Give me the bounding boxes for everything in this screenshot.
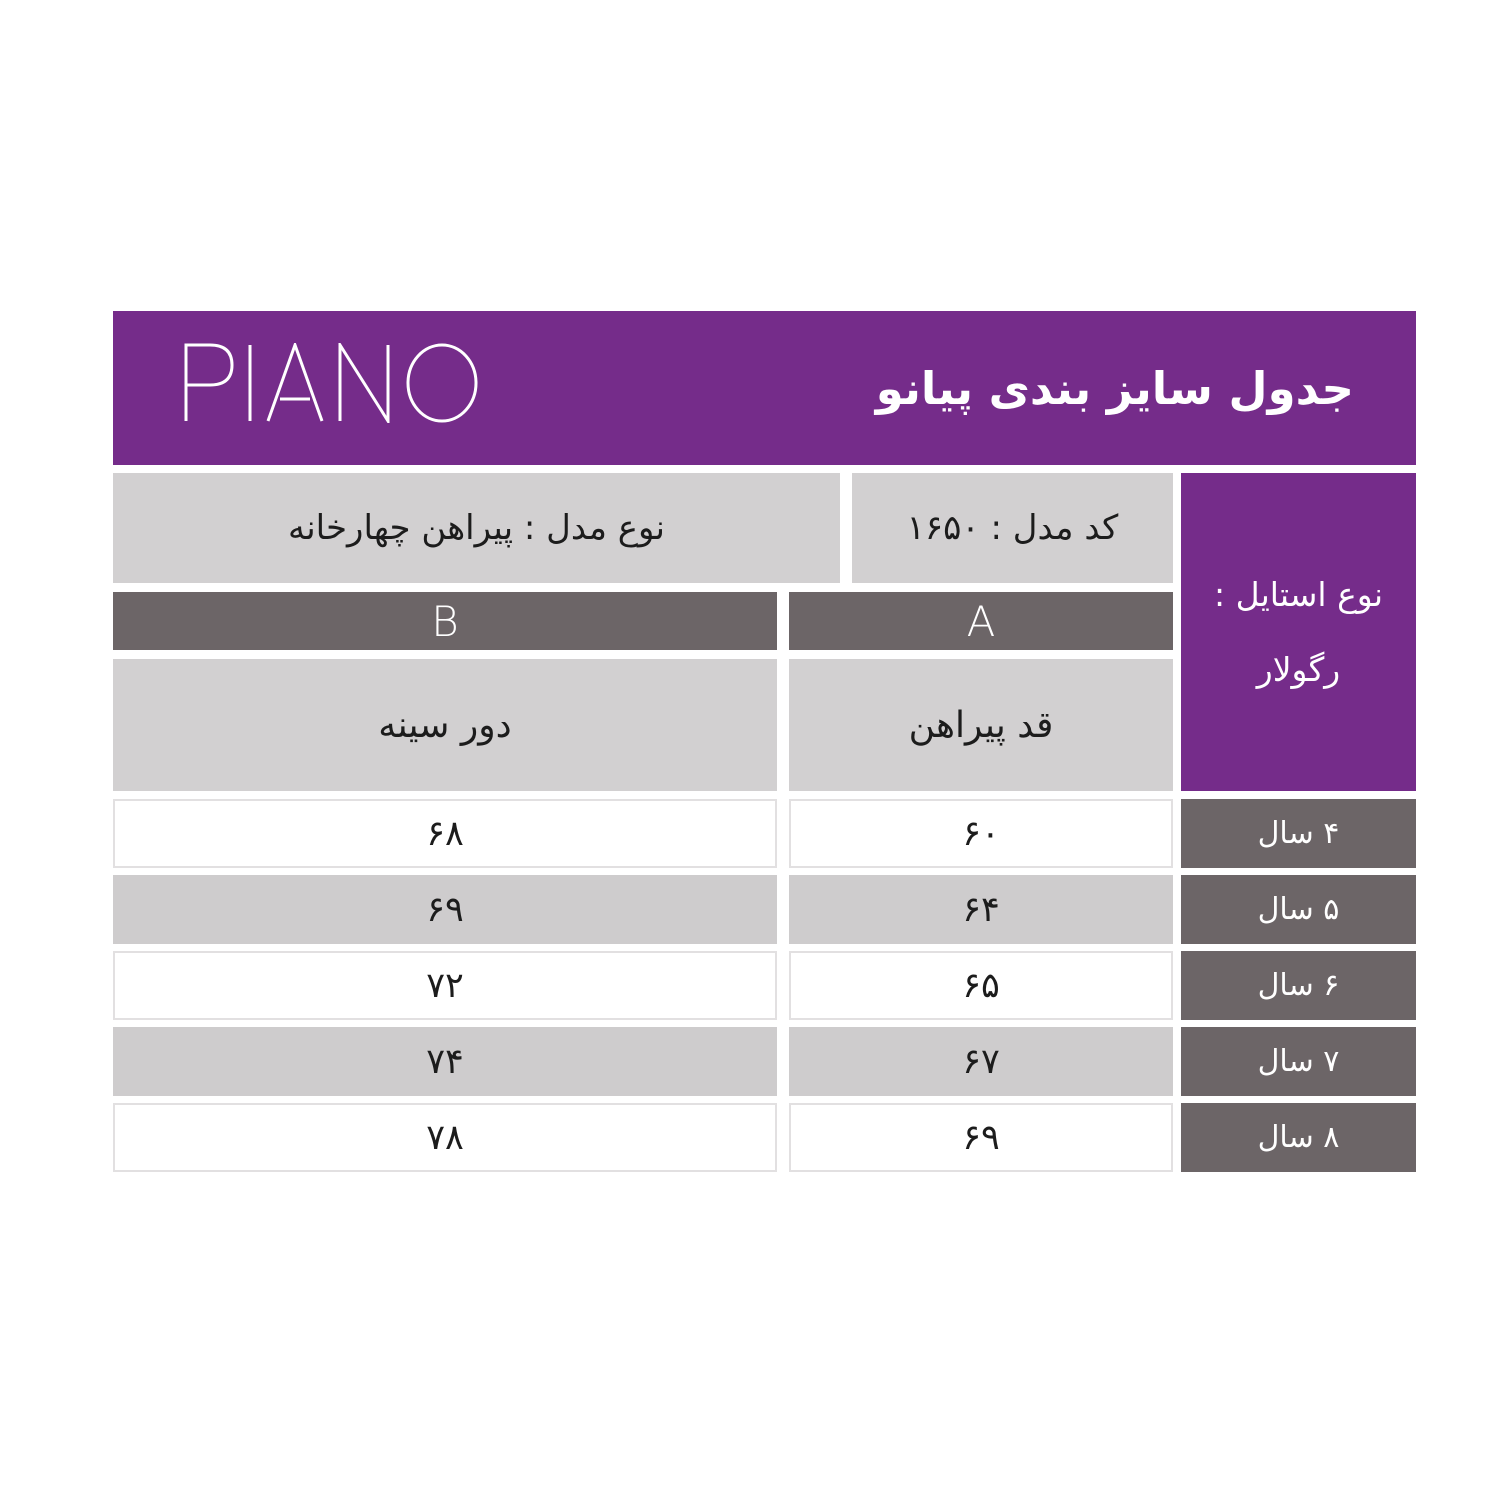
- length-value: ۶۰: [789, 799, 1173, 868]
- page-title: جدول سایز بندی پیانو: [875, 361, 1354, 415]
- age-label: ۸ سال: [1181, 1103, 1416, 1172]
- style-type-cell: [1181, 473, 1416, 791]
- brand-header: [113, 311, 1416, 465]
- column-b-title: دور سینه: [113, 659, 777, 791]
- length-value: ۶۷: [789, 1027, 1173, 1096]
- table-row: [113, 1027, 1416, 1096]
- model-code-cell: کد مدل : ۱۶۵۰: [852, 473, 1173, 583]
- piano-logo-icon: [180, 343, 500, 423]
- table-row: [113, 951, 1416, 1020]
- style-type-value: رگولار: [1256, 650, 1341, 689]
- length-value: ۶۴: [789, 875, 1173, 944]
- table-row: [113, 875, 1416, 944]
- model-type-cell: نوع مدل : پیراهن چهارخانه: [113, 473, 840, 583]
- chest-value: ۷۲: [113, 951, 777, 1020]
- style-type-label: نوع استایل :: [1213, 575, 1384, 614]
- age-label: ۵ سال: [1181, 875, 1416, 944]
- chest-value: ۷۸: [113, 1103, 777, 1172]
- column-b-header: B: [113, 592, 777, 650]
- column-a-title: قد پیراهن: [789, 659, 1173, 791]
- table-row: [113, 1103, 1416, 1172]
- length-value: ۶۹: [789, 1103, 1173, 1172]
- chest-value: ۶۸: [113, 799, 777, 868]
- column-a-header: A: [789, 592, 1173, 650]
- chest-value: ۷۴: [113, 1027, 777, 1096]
- size-chart-table: [113, 311, 1416, 1173]
- age-label: ۴ سال: [1181, 799, 1416, 868]
- age-label: ۷ سال: [1181, 1027, 1416, 1096]
- age-label: ۶ سال: [1181, 951, 1416, 1020]
- table-row: [113, 799, 1416, 868]
- length-value: ۶۵: [789, 951, 1173, 1020]
- chest-value: ۶۹: [113, 875, 777, 944]
